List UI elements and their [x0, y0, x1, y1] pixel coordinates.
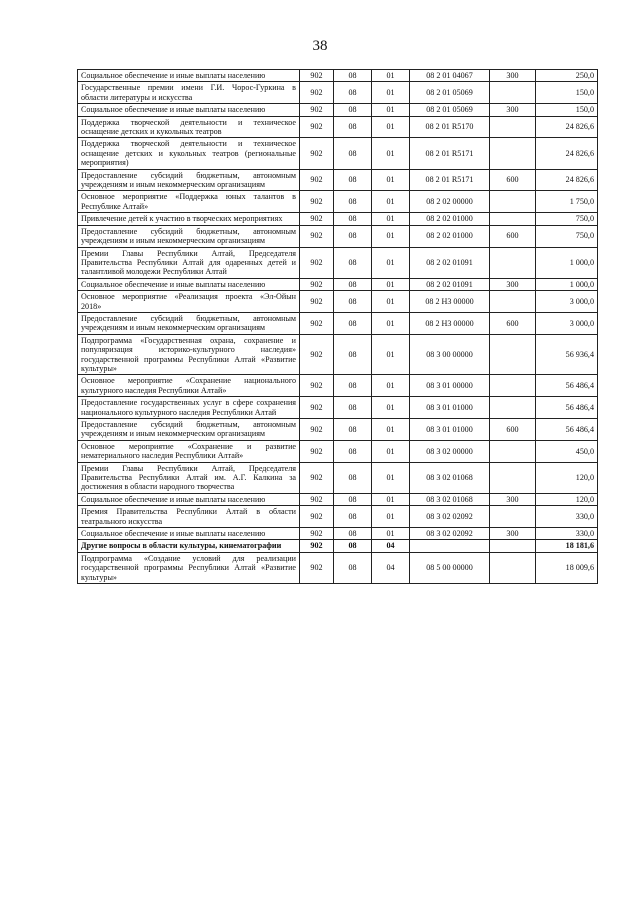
- cell-amount: 3 000,0: [536, 312, 598, 334]
- cell-target-article: 08 2 02 01091: [410, 278, 490, 290]
- cell-amount: 150,0: [536, 104, 598, 116]
- cell-target-article: 08 2 02 01091: [410, 247, 490, 278]
- table-row: [78, 375, 598, 397]
- cell-section: 08: [334, 278, 372, 290]
- table-row: [78, 225, 598, 247]
- cell-target-article: 08 3 01 01000: [410, 397, 490, 419]
- cell-department: 902: [300, 82, 334, 104]
- cell-section: 08: [334, 375, 372, 397]
- cell-subsection: 01: [372, 104, 410, 116]
- cell-target-article: 08 2 02 00000: [410, 191, 490, 213]
- cell-target-article: 08 2 01 R5171: [410, 169, 490, 191]
- table-row: [78, 138, 598, 169]
- cell-target-article: 08 3 02 02092: [410, 528, 490, 540]
- table-row: [78, 312, 598, 334]
- cell-section: 08: [334, 291, 372, 313]
- table-row: [78, 493, 598, 505]
- table-row: [78, 462, 598, 493]
- cell-expense-type: [490, 397, 536, 419]
- cell-section: 08: [334, 552, 372, 583]
- cell-section: 08: [334, 191, 372, 213]
- cell-amount: 3 000,0: [536, 291, 598, 313]
- table-row: [78, 528, 598, 540]
- table-row: [78, 104, 598, 116]
- cell-name: Поддержка творческой деятельности и техническое оснащение детских и кукольных театров: [78, 116, 300, 138]
- cell-expense-type: 600: [490, 225, 536, 247]
- cell-section: 08: [334, 334, 372, 375]
- table-row: [78, 278, 598, 290]
- cell-department: 902: [300, 540, 334, 552]
- cell-section: 08: [334, 440, 372, 462]
- cell-section: 08: [334, 247, 372, 278]
- cell-amount: 1 000,0: [536, 247, 598, 278]
- cell-section: 08: [334, 82, 372, 104]
- cell-target-article: 08 2 Н3 00000: [410, 291, 490, 313]
- cell-target-article: 08 3 01 01000: [410, 419, 490, 441]
- cell-amount: 750,0: [536, 213, 598, 225]
- cell-subsection: 01: [372, 247, 410, 278]
- cell-department: 902: [300, 169, 334, 191]
- cell-section: 08: [334, 138, 372, 169]
- cell-target-article: 08 2 01 04067: [410, 70, 490, 82]
- cell-name: Основное мероприятие «Сохранение национального культурного наследия Республики Алтай»: [78, 375, 300, 397]
- cell-target-article: 08 3 01 00000: [410, 375, 490, 397]
- cell-expense-type: [490, 213, 536, 225]
- cell-amount: 330,0: [536, 528, 598, 540]
- cell-subsection: 01: [372, 70, 410, 82]
- cell-name: Другие вопросы в области культуры, кинематографии: [78, 540, 300, 552]
- cell-target-article: 08 2 01 05069: [410, 104, 490, 116]
- cell-section: 08: [334, 213, 372, 225]
- cell-expense-type: [490, 506, 536, 528]
- cell-target-article: 08 2 01 R5170: [410, 116, 490, 138]
- table-row: [78, 247, 598, 278]
- cell-department: 902: [300, 225, 334, 247]
- cell-expense-type: [490, 116, 536, 138]
- cell-department: 902: [300, 506, 334, 528]
- cell-amount: 250,0: [536, 70, 598, 82]
- cell-department: 902: [300, 70, 334, 82]
- table-row: [78, 552, 598, 583]
- cell-amount: 120,0: [536, 493, 598, 505]
- table-row: [78, 169, 598, 191]
- table-row: [78, 397, 598, 419]
- cell-subsection: 01: [372, 528, 410, 540]
- cell-name: Основное мероприятие «Сохранение и развитие нематериального наследия Республики Алтай»: [78, 440, 300, 462]
- cell-amount: 56 486,4: [536, 397, 598, 419]
- cell-department: 902: [300, 213, 334, 225]
- cell-department: 902: [300, 116, 334, 138]
- cell-subsection: 01: [372, 506, 410, 528]
- cell-name: Основное мероприятие «Реализация проекта «Эл-Ойын 2018»: [78, 291, 300, 313]
- table-row: [78, 419, 598, 441]
- cell-department: 902: [300, 397, 334, 419]
- cell-subsection: 01: [372, 375, 410, 397]
- cell-name: Премии Главы Республики Алтай, Председателя Правительства Республики Алтай для одаренных детей и талантливой молодежи Республики Алтай: [78, 247, 300, 278]
- cell-section: 08: [334, 419, 372, 441]
- table-row: [78, 291, 598, 313]
- cell-section: 08: [334, 104, 372, 116]
- cell-expense-type: 600: [490, 169, 536, 191]
- cell-expense-type: [490, 82, 536, 104]
- cell-section: 08: [334, 312, 372, 334]
- cell-target-article: 08 3 02 01068: [410, 462, 490, 493]
- cell-subsection: 01: [372, 462, 410, 493]
- cell-expense-type: [490, 552, 536, 583]
- cell-expense-type: [490, 462, 536, 493]
- cell-section: 08: [334, 462, 372, 493]
- cell-target-article: 08 2 02 01000: [410, 225, 490, 247]
- cell-department: 902: [300, 375, 334, 397]
- cell-amount: 750,0: [536, 225, 598, 247]
- table-row: [78, 213, 598, 225]
- cell-subsection: 01: [372, 213, 410, 225]
- cell-target-article: 08 5 00 00000: [410, 552, 490, 583]
- cell-subsection: 01: [372, 278, 410, 290]
- cell-subsection: 01: [372, 138, 410, 169]
- cell-amount: 56 486,4: [536, 419, 598, 441]
- cell-name: Подпрограмма «Государственная охрана, сохранение и популяризация историко-культурного наследия» государственной программы Республики Алтай «Развитие культуры»: [78, 334, 300, 375]
- cell-name: Подпрограмма «Создание условий для реализации государственной программы Республики Алтай «Развитие культуры»: [78, 552, 300, 583]
- cell-amount: 24 826,6: [536, 116, 598, 138]
- cell-name: Социальное обеспечение и иные выплаты населению: [78, 104, 300, 116]
- cell-subsection: 01: [372, 312, 410, 334]
- cell-amount: 24 826,6: [536, 138, 598, 169]
- table-row: [78, 82, 598, 104]
- cell-amount: 56 486,4: [536, 375, 598, 397]
- cell-expense-type: 600: [490, 312, 536, 334]
- cell-amount: 150,0: [536, 82, 598, 104]
- cell-section: 08: [334, 116, 372, 138]
- cell-subsection: 01: [372, 116, 410, 138]
- cell-expense-type: [490, 440, 536, 462]
- table-row: [78, 540, 598, 552]
- cell-amount: 18 009,6: [536, 552, 598, 583]
- cell-expense-type: 300: [490, 493, 536, 505]
- cell-department: 902: [300, 278, 334, 290]
- cell-target-article: 08 3 02 01068: [410, 493, 490, 505]
- table-row: [78, 70, 598, 82]
- table-row: [78, 506, 598, 528]
- cell-expense-type: [490, 191, 536, 213]
- cell-expense-type: 600: [490, 419, 536, 441]
- cell-expense-type: 300: [490, 104, 536, 116]
- cell-target-article: 08 2 Н3 00000: [410, 312, 490, 334]
- cell-expense-type: [490, 138, 536, 169]
- cell-subsection: 01: [372, 291, 410, 313]
- cell-subsection: 04: [372, 552, 410, 583]
- cell-section: 08: [334, 225, 372, 247]
- cell-section: 08: [334, 540, 372, 552]
- cell-name: Предоставление субсидий бюджетным, автономным учреждениям и иным некоммерческим организациям: [78, 169, 300, 191]
- cell-target-article: 08 3 02 00000: [410, 440, 490, 462]
- cell-department: 902: [300, 191, 334, 213]
- cell-subsection: 01: [372, 169, 410, 191]
- cell-name: Социальное обеспечение и иные выплаты населению: [78, 70, 300, 82]
- cell-department: 902: [300, 493, 334, 505]
- cell-target-article: [410, 540, 490, 552]
- cell-amount: 1 000,0: [536, 278, 598, 290]
- cell-section: 08: [334, 493, 372, 505]
- cell-expense-type: [490, 291, 536, 313]
- cell-department: 902: [300, 104, 334, 116]
- cell-subsection: 04: [372, 540, 410, 552]
- cell-name: Привлечение детей к участию в творческих мероприятиях: [78, 213, 300, 225]
- cell-name: Поддержка творческой деятельности и техническое оснащение детских и кукольных театров (региональные мероприятия): [78, 138, 300, 169]
- cell-department: 902: [300, 312, 334, 334]
- cell-subsection: 01: [372, 397, 410, 419]
- cell-department: 902: [300, 334, 334, 375]
- cell-expense-type: 300: [490, 528, 536, 540]
- cell-name: Государственные премии имени Г.И. Чорос-Гуркина в области литературы и искусства: [78, 82, 300, 104]
- table-body: [78, 70, 598, 584]
- page-number: 38: [312, 38, 328, 54]
- cell-target-article: 08 2 02 01000: [410, 213, 490, 225]
- cell-section: 08: [334, 397, 372, 419]
- cell-subsection: 01: [372, 225, 410, 247]
- cell-amount: 120,0: [536, 462, 598, 493]
- cell-section: 08: [334, 506, 372, 528]
- cell-name: Социальное обеспечение и иные выплаты населению: [78, 528, 300, 540]
- cell-subsection: 01: [372, 419, 410, 441]
- cell-target-article: 08 2 01 05069: [410, 82, 490, 104]
- table-row: [78, 191, 598, 213]
- cell-amount: 330,0: [536, 506, 598, 528]
- cell-name: Социальное обеспечение и иные выплаты населению: [78, 278, 300, 290]
- cell-department: 902: [300, 462, 334, 493]
- table-row: [78, 440, 598, 462]
- cell-subsection: 01: [372, 82, 410, 104]
- cell-department: 902: [300, 138, 334, 169]
- cell-section: 08: [334, 528, 372, 540]
- table-row: [78, 334, 598, 375]
- cell-department: 902: [300, 419, 334, 441]
- cell-target-article: 08 3 02 02092: [410, 506, 490, 528]
- cell-department: 902: [300, 552, 334, 583]
- cell-section: 08: [334, 70, 372, 82]
- cell-subsection: 01: [372, 493, 410, 505]
- cell-name: Премии Главы Республики Алтай, Председателя Правительства Республики Алтай им. А.Г. Калкина за достижения в области народного творчества: [78, 462, 300, 493]
- cell-expense-type: 300: [490, 278, 536, 290]
- cell-expense-type: 300: [490, 70, 536, 82]
- cell-subsection: 01: [372, 191, 410, 213]
- cell-target-article: 08 3 00 00000: [410, 334, 490, 375]
- cell-name: Предоставление субсидий бюджетным, автономным учреждениям и иным некоммерческим организациям: [78, 312, 300, 334]
- cell-department: 902: [300, 440, 334, 462]
- cell-name: Основное мероприятие «Поддержка юных талантов в Республике Алтай»: [78, 191, 300, 213]
- cell-amount: 24 826,6: [536, 169, 598, 191]
- cell-name: Предоставление государственных услуг в сфере сохранения национального культурного наследия Республики Алтай: [78, 397, 300, 419]
- cell-department: 902: [300, 291, 334, 313]
- budget-table: [77, 69, 598, 584]
- cell-subsection: 01: [372, 440, 410, 462]
- cell-name: Социальное обеспечение и иные выплаты населению: [78, 493, 300, 505]
- cell-name: Предоставление субсидий бюджетным, автономным учреждениям и иным некоммерческим организациям: [78, 225, 300, 247]
- cell-amount: 18 181,6: [536, 540, 598, 552]
- cell-department: 902: [300, 247, 334, 278]
- cell-amount: 450,0: [536, 440, 598, 462]
- cell-name: Предоставление субсидий бюджетным, автономным учреждениям и иным некоммерческим организациям: [78, 419, 300, 441]
- cell-expense-type: [490, 247, 536, 278]
- cell-expense-type: [490, 540, 536, 552]
- cell-name: Премия Правительства Республики Алтай в области театрального искусства: [78, 506, 300, 528]
- cell-amount: 1 750,0: [536, 191, 598, 213]
- cell-amount: 56 936,4: [536, 334, 598, 375]
- cell-expense-type: [490, 334, 536, 375]
- cell-expense-type: [490, 375, 536, 397]
- table-row: [78, 116, 598, 138]
- cell-department: 902: [300, 528, 334, 540]
- cell-section: 08: [334, 169, 372, 191]
- cell-subsection: 01: [372, 334, 410, 375]
- cell-target-article: 08 2 01 R5171: [410, 138, 490, 169]
